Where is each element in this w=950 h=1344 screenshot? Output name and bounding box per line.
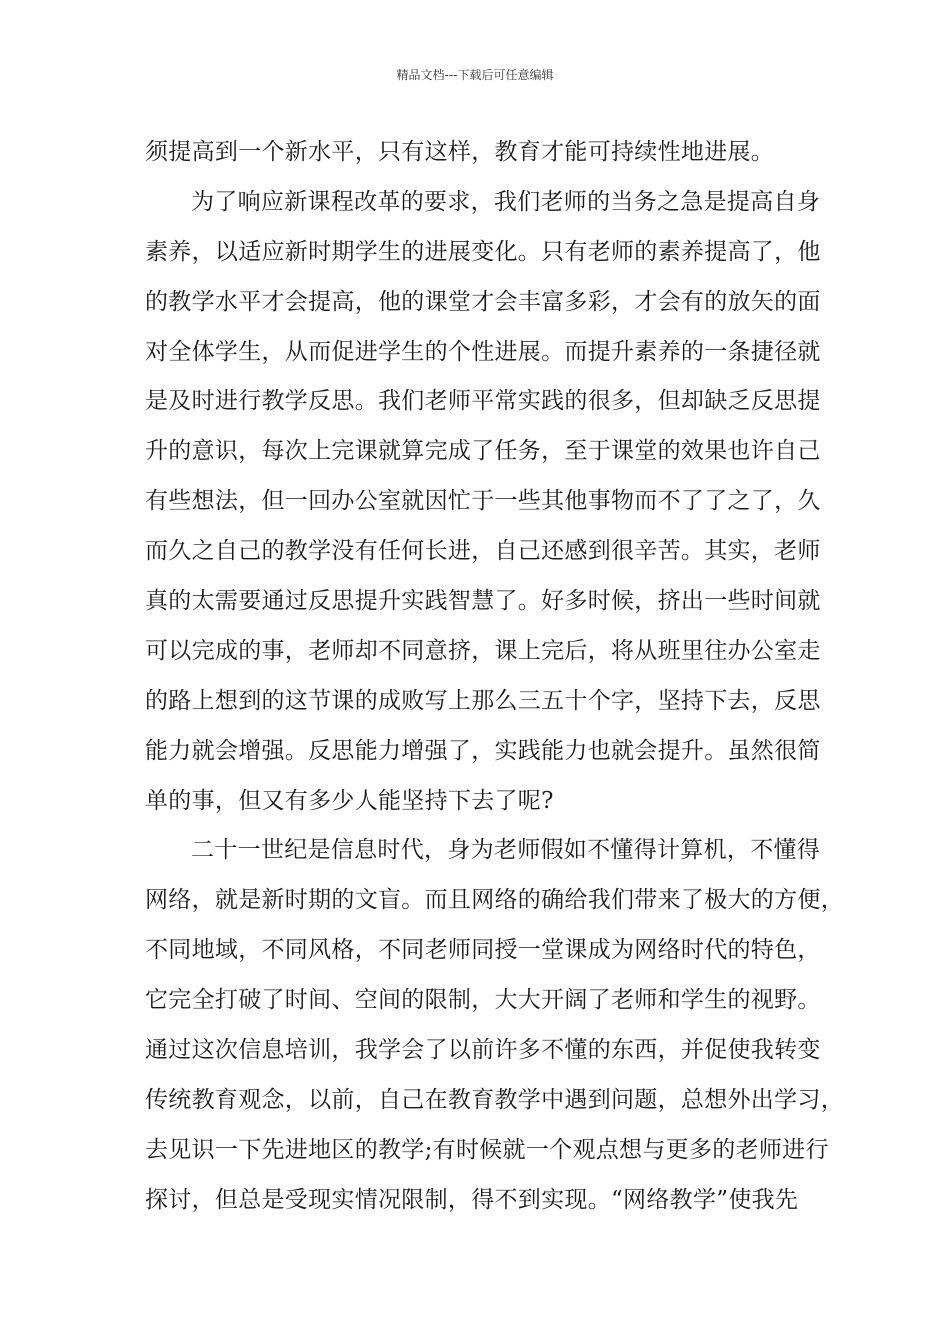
text-line: 单的事，但又有多少人能坚持下去了呢? (145, 787, 554, 814)
text-line: 的路上想到的这节课的成败写上那么三五十个字，坚持下去，反思 (145, 687, 821, 714)
text-line: 而久之自己的教学没有任何长进，自己还感到很辛苦。其实，老师 (145, 538, 821, 565)
text-line: 对全体学生，从而促进学生的个性进展。而提升素养的一条捷径就 (145, 338, 821, 365)
document-body (145, 128, 844, 1226)
text-line: 的教学水平才会提高，他的课堂才会丰富多彩，才会有的放矢的面 (145, 288, 821, 315)
text-line: 探讨，但总是受现实情况限制，得不到实现。“网络教学”使我先 (145, 1186, 799, 1213)
text-line: 升的意识，每次上完课就算完成了任务，至于课堂的效果也许自己 (145, 438, 821, 465)
text-line: 通过这次信息培训，我学会了以前许多不懂的东西，并促使我转变 (145, 1037, 821, 1064)
page-header: 精品文档---下载后可任意编辑 (396, 68, 554, 82)
text-line: 为了响应新课程改革的要求，我们老师的当务之急是提高自身 (191, 188, 821, 215)
text-line: 它完全打破了时间、空间的限制，大大开阔了老师和学生的视野。 (145, 987, 821, 1014)
text-line: 传统教育观念，以前，自己在教育教学中遇到问题，总想外出学习， (145, 1086, 844, 1113)
text-line: 能力就会增强。反思能力增强了，实践能力也就会提升。虽然很简 (145, 737, 821, 764)
text-line: 可以完成的事，老师却不同意挤，课上完后，将从班里往办公室走 (145, 637, 821, 664)
text-line: 网络，就是新时期的文盲。而且网络的确给我们带来了极大的方便， (145, 887, 844, 914)
text-line: 有些想法，但一回办公室就因忙于一些其他事物而不了了之了，久 (145, 488, 821, 515)
text-line: 真的太需要通过反思提升实践智慧了。好多时候，挤出一些时间就 (145, 588, 821, 615)
text-line: 素养，以适应新时期学生的进展变化。只有老师的素养提高了，他 (145, 238, 821, 265)
text-line: 须提高到一个新水平，只有这样，教育才能可持续性地进展。 (145, 139, 775, 165)
text-line: 去见识一下先进地区的教学;有时候就一个观点想与更多的老师进行 (145, 1136, 829, 1163)
text-line: 不同地域，不同风格，不同老师同授一堂课成为网络时代的特色， (145, 937, 821, 964)
text-line: 二十一世纪是信息时代，身为老师假如不懂得计算机，不懂得 (191, 837, 821, 864)
text-line: 是及时进行教学反思。我们老师平常实践的很多，但却缺乏反思提 (145, 388, 821, 415)
